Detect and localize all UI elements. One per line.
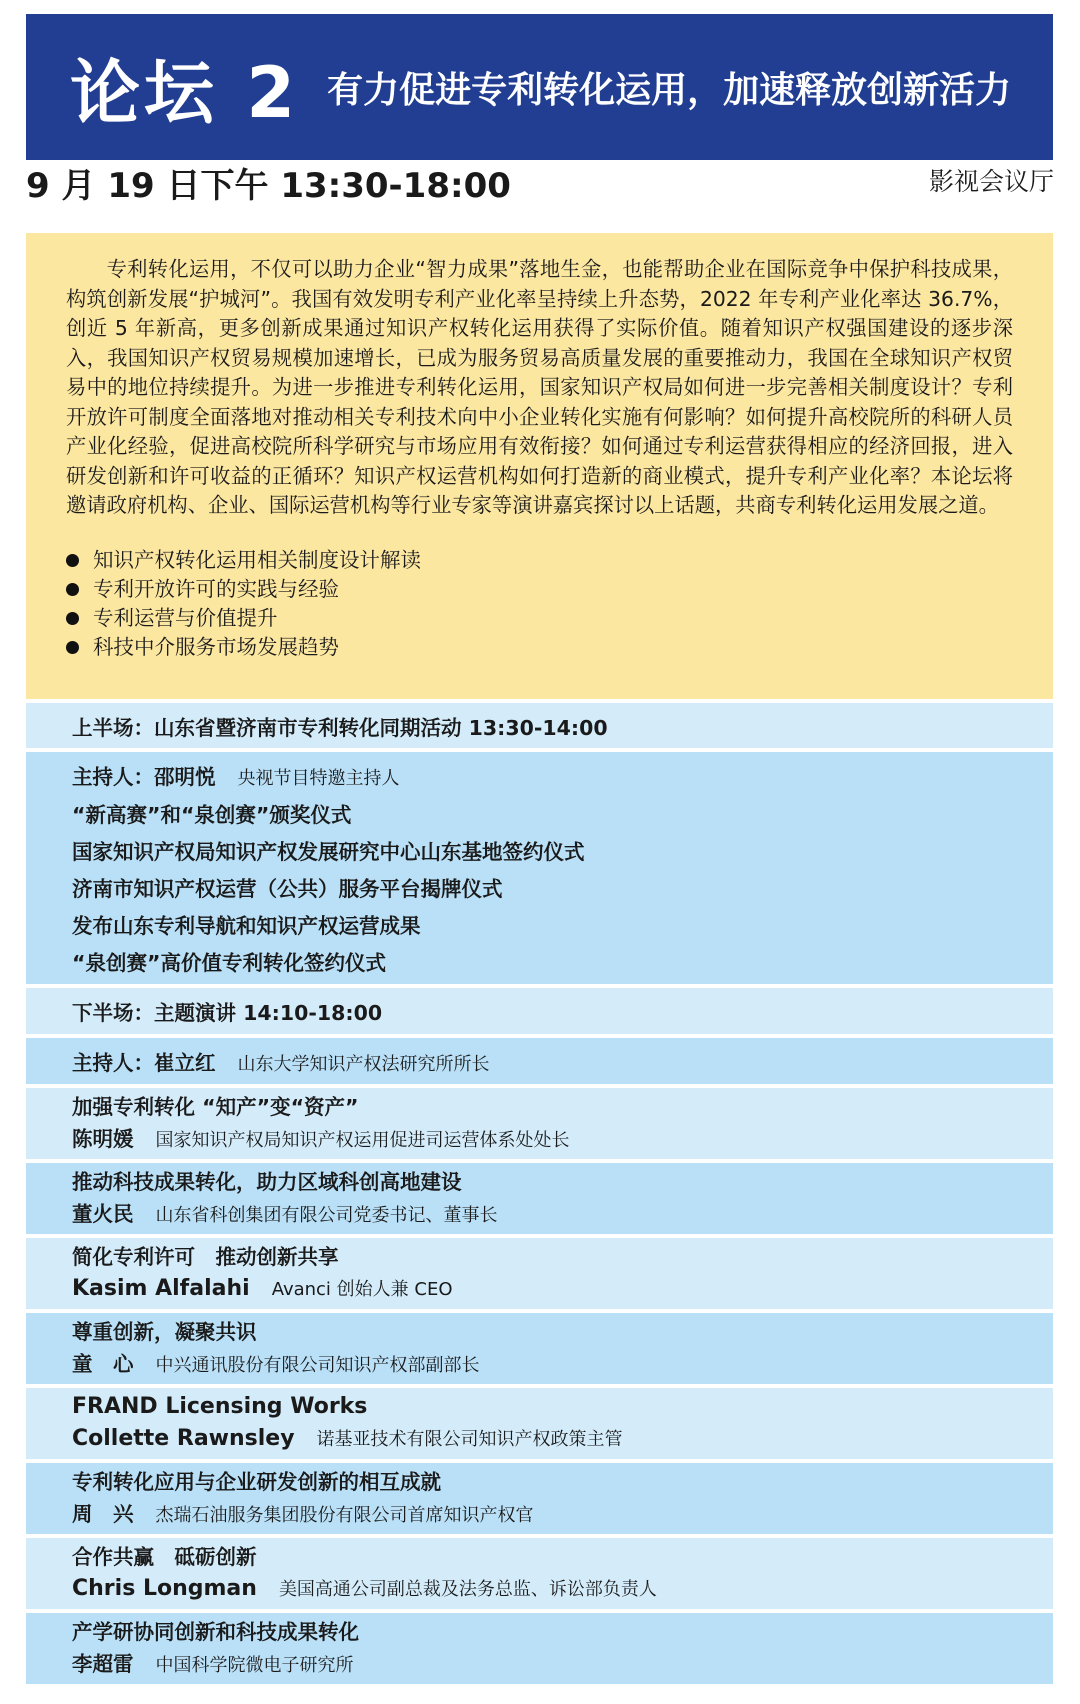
talk-row	[26, 1163, 1053, 1234]
ceremony-item: 发布山东专利导航和知识产权运营成果	[72, 914, 421, 938]
first-half-host: 主持人：邵明悦	[72, 765, 216, 789]
talk-title: 推动科技成果转化，助力区域科创高地建设	[72, 1169, 462, 1194]
ceremony-item: 济南市知识产权运营（公共）服务平台揭牌仪式	[72, 877, 503, 901]
ceremony-item: “新高赛”和“泉创赛”颁奖仪式	[72, 803, 352, 827]
talk-row	[26, 1088, 1053, 1159]
speaker-name: 童 心	[72, 1351, 134, 1376]
talk-title: 简化专利许可 推动创新共享	[72, 1245, 339, 1269]
topic-item: 科技中介服务市场发展趋势	[66, 633, 1013, 662]
ceremony-item: 国家知识产权局知识产权发展研究中心山东基地签约仪式	[72, 840, 585, 864]
talk-row	[26, 1238, 1053, 1309]
talk-title: 尊重创新，凝聚共识	[72, 1319, 257, 1344]
ceremony-item: “泉创赛”高价值专利转化签约仪式	[72, 951, 386, 975]
speaker-name: 周 兴	[72, 1501, 134, 1526]
speaker-name: 董火民	[72, 1201, 134, 1226]
forum-banner	[26, 14, 1053, 160]
talk-title: 合作共赢 砥砺创新	[72, 1545, 257, 1569]
bullet-dot-icon	[66, 583, 79, 596]
speaker-affiliation: 中兴通讯股份有限公司知识产权部副部长	[155, 1354, 480, 1376]
talk-row	[26, 1388, 1053, 1459]
forum-number: 论坛 2	[70, 51, 300, 134]
talk-speaker-line	[72, 1123, 1053, 1157]
talk-speaker-line	[72, 1498, 1053, 1532]
intro-paragraph: 专利转化运用，不仅可以助力企业“智力成果”落地生金，也能帮助企业在国际竞争中保护科技成果，构筑创新发展“护城河”。我国有效发明专利产业化率呈持续上升态势，2022 年专利产业化率达 36.7%，创近 5 年新高，更多创新成果通过知识产权转化运用获得了实际价值。随着知识产权强国建设的逐步深入，我国知识产权贸易规模加速增长，已成为服务贸易高质量发展的重要推动力，我国在全球知识产权贸易中的地位持续提升。为进一步推进专利转化运用，国家知识产权局如何进一步完善相关制度设计？专利开放许可制度全面落地对推动相关专利技术向中小企业转化实施有何影响？如何提升高校院所的科研人员产业化经验，促进高校院所科学研究与市场应用有效衔接？如何通过专利运营获得相应的经济回报，进入研发创新和许可收益的正循环？知识产权运营机构如何打造新的商业模式，提升专利产业化率？本论坛将邀请政府机构、企业、国际运营机构等行业专家等演讲嘉宾探讨以上话题，共商专利转化运用发展之道。	[66, 257, 1013, 517]
first-half-program	[26, 752, 1053, 984]
speaker-name: 陈明媛	[72, 1126, 134, 1151]
talk-speaker-line	[72, 1198, 1053, 1232]
talk-row	[26, 1538, 1053, 1609]
intro-box	[26, 233, 1053, 699]
talk-title: 产学研协同创新和科技成果转化	[72, 1619, 359, 1644]
forum-title: 有力促进专利转化运用，加速释放创新活力	[327, 69, 1012, 111]
agenda	[26, 703, 1053, 1688]
speaker-affiliation: 美国高通公司副总裁及法务总监、诉讼部负责人	[278, 1579, 657, 1600]
second-half-host: 主持人：崔立红	[72, 1051, 216, 1075]
speaker-name: Kasim Alfalahi	[72, 1276, 250, 1301]
second-half-host-title: 山东大学知识产权法研究所所长	[237, 1054, 490, 1075]
talk-title: 加强专利转化 “知产”变“资产”	[72, 1094, 359, 1119]
topic-item: 知识产权转化运用相关制度设计解读	[66, 546, 1013, 575]
talk-speaker-line	[72, 1273, 1053, 1306]
first-half-host-title: 央视节目特邀主持人	[237, 768, 400, 789]
bullet-dot-icon	[66, 612, 79, 625]
forum-datetime: 9 月 19 日下午 13:30-18:00	[26, 166, 511, 206]
speaker-affiliation: 中国科学院微电子研究所	[155, 1654, 354, 1676]
second-half-heading-row	[26, 988, 1053, 1034]
talk-row	[26, 1463, 1053, 1534]
forum-venue: 影视会议厅	[928, 167, 1054, 196]
first-half-heading-row	[26, 703, 1053, 748]
speaker-affiliation: 诺基亚技术有限公司知识产权政策主管	[316, 1429, 623, 1450]
second-half-host-line	[72, 1046, 1053, 1076]
talk-speaker-line	[72, 1573, 1053, 1606]
talk-row	[26, 1313, 1053, 1384]
first-half-heading: 上半场：山东省暨济南市专利转化同期活动 13:30-14:00	[72, 715, 608, 740]
speaker-affiliation: Avanci 创始人兼 CEO	[271, 1279, 453, 1300]
bullet-dot-icon	[66, 641, 79, 654]
topic-list	[66, 546, 1013, 662]
topic-item: 专利开放许可的实践与经验	[66, 575, 1013, 604]
talk-speaker-line	[72, 1648, 1053, 1682]
topic-item: 专利运营与价值提升	[66, 604, 1013, 633]
speaker-affiliation: 国家知识产权局知识产权运用促进司运营体系处处长	[155, 1129, 570, 1151]
talk-speaker-line	[72, 1423, 1053, 1456]
bullet-dot-icon	[66, 554, 79, 567]
speaker-affiliation: 山东省科创集团有限公司党委书记、董事长	[155, 1204, 498, 1226]
speaker-name: Collette Rawnsley	[72, 1426, 295, 1451]
talk-title: 专利转化应用与企业研发创新的相互成就	[72, 1469, 441, 1494]
speaker-name: 李超雷	[72, 1651, 134, 1676]
talk-speaker-line	[72, 1348, 1053, 1382]
talk-row	[26, 1613, 1053, 1684]
speaker-name: Chris Longman	[72, 1576, 257, 1601]
second-half-host-row	[26, 1038, 1053, 1084]
speaker-affiliation: 杰瑞石油服务集团股份有限公司首席知识产权官	[155, 1504, 534, 1526]
first-half-host-line	[72, 759, 1053, 797]
talk-title: FRAND Licensing Works	[72, 1394, 368, 1419]
second-half-heading: 下半场：主题演讲 14:10-18:00	[72, 1001, 383, 1025]
